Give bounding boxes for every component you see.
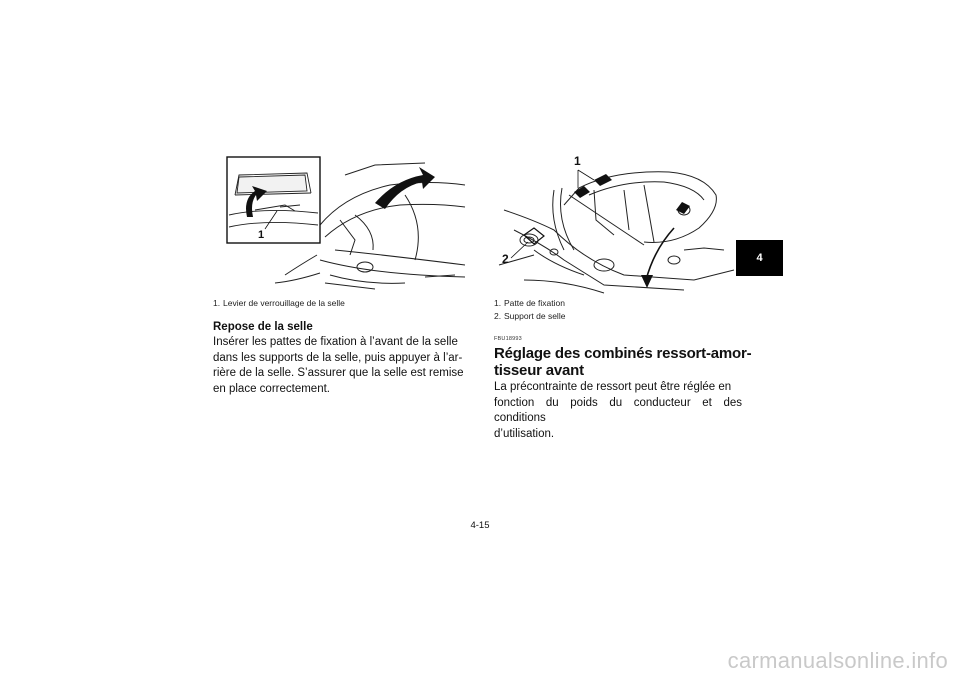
section-code: FBU18993 bbox=[494, 336, 522, 342]
figure-callout-1: 1 bbox=[258, 229, 265, 241]
right-figure-caption-1 bbox=[494, 298, 744, 309]
heading-line: tisseur avant bbox=[494, 362, 584, 379]
section-subheading: Repose de la selle bbox=[213, 321, 313, 333]
left-body-line: Insérer les pattes de fixation à l’avant de la selle bbox=[213, 336, 458, 348]
right-body-line: La précontrainte de ressort peut être réglée en bbox=[494, 381, 732, 393]
chapter-tab: 4 bbox=[736, 240, 783, 276]
caption-number: 1. bbox=[494, 298, 502, 308]
page-number: 4-15 bbox=[470, 520, 490, 531]
right-figure-caption-2 bbox=[494, 311, 744, 322]
caption-text: Patte de fixation bbox=[504, 298, 565, 308]
caption-number: 1. bbox=[213, 298, 221, 308]
right-body-line: fonction du poids du conducteur et des conditions bbox=[494, 396, 742, 424]
left-figure-caption bbox=[213, 298, 473, 309]
caption-number: 2. bbox=[494, 311, 502, 321]
heading-line: Réglage des combinés ressort-amor- bbox=[494, 345, 752, 362]
right-body-line: d’utilisation. bbox=[494, 427, 555, 440]
seat-lock-lever-figure bbox=[225, 155, 469, 293]
left-body-line: rière de la selle. S’assurer que la selle est remise bbox=[213, 367, 464, 379]
watermark: carmanualsonline.info bbox=[727, 648, 948, 673]
caption-text: Levier de verrouillage de la selle bbox=[223, 298, 345, 308]
caption-text: Support de selle bbox=[504, 311, 566, 321]
figure-callout-2: 2 bbox=[502, 252, 509, 266]
figure-callout-1: 1 bbox=[574, 154, 581, 168]
seat-lock-illustration bbox=[225, 155, 469, 293]
seat-mount-figure bbox=[494, 150, 744, 295]
left-body-text bbox=[213, 335, 469, 397]
seat-mount-illustration bbox=[494, 150, 744, 295]
section-heading bbox=[494, 345, 754, 379]
right-body-text bbox=[494, 380, 742, 442]
left-body-line: dans les supports de la selle, puis appuyer à l’ar- bbox=[213, 351, 463, 364]
left-body-line: en place correctement. bbox=[213, 382, 330, 395]
